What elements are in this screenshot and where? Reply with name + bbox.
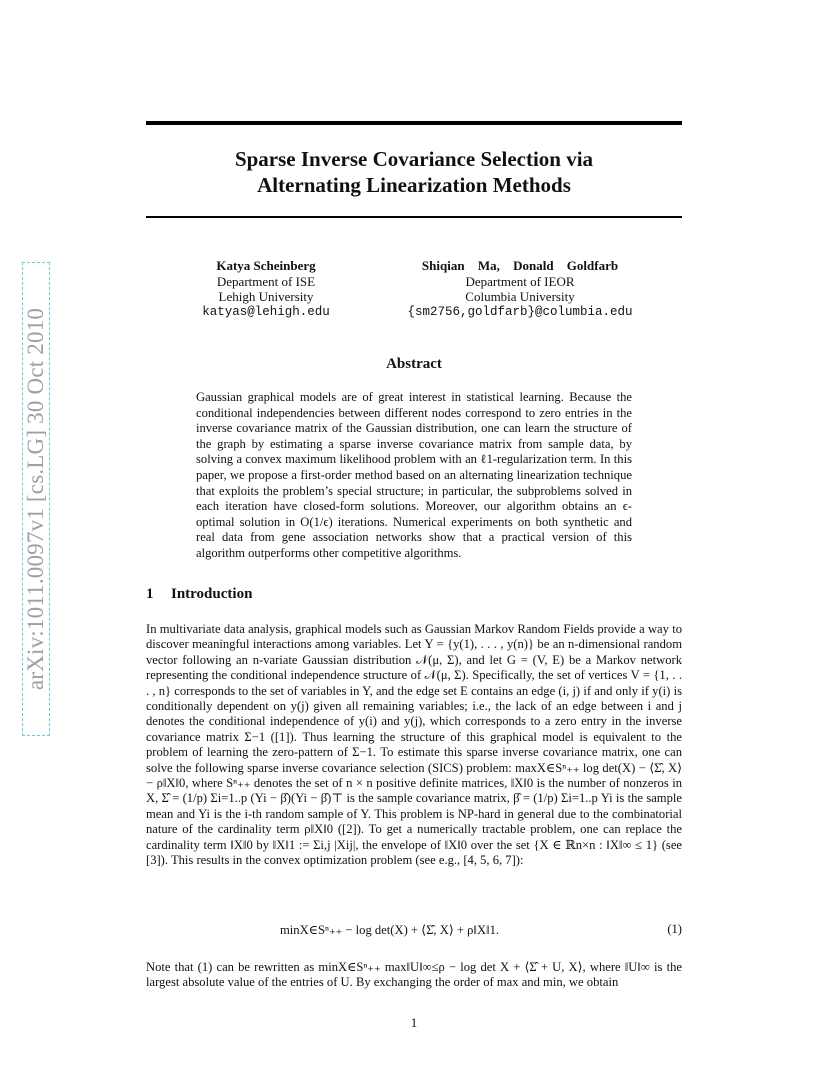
author-email: {sm2756,goldfarb}@columbia.edu: [407, 304, 633, 319]
intro-paragraph: In multivariate data analysis, graphical models such as Gaussian Markov Random Fields provide a way to discover meaningful interactions among variables. Let Y = {y(1), . . . , y(n)} be an n-dimensional random vector following an n-variate Gaussian distribution 𝒩(μ, Σ), and let G = (V, E) be a Markov network representing the conditional independence structure of 𝒩(μ, Σ). Specifically, the set of vertices V = {1, . . . , n} corresponds to the set of variables in Y, and the edge set E contains an edge (i, j) if and only if y(i) is conditionally dependent on y(j) given all remaining variables; i.e., the lack of an edge between i and j denotes the conditional independence of y(i) and y(j), which corresponds to a zero entry in the inverse covariance matrix Σ−1 ([1]). Thus learning the structure of this graphical model is equivalent to the problem of learning the zero-pattern of Σ−1. To estimate this sparse inverse covariance matrix, one can solve the following sparse inverse covariance selection (SICS) problem: maxX∈Sⁿ₊₊ log det(X) − ⟨Σ̂, X⟩ − ρ‖X‖0, where Sⁿ₊₊ denotes the set of n × n positive definite matrices, ‖X‖0 is the number of nonzeros in X, Σ̂ = (1/p) Σi=1..p (Yi − β̂)(Yi − β̂)⊤ is the sample covariance matrix, β̂ = (1/p) Σi=1..p Yi is the sample mean and Yi is the i-th random sample of Y. This problem is NP-hard in general due to the combinatorial nature of the cardinality term ρ‖X‖0 ([2]). To get a numerically tractable problem, one can replace the cardinality term ‖X‖0 by ‖X‖1 := Σi,j |Xij|, the envelope of ‖X‖0 over the set {X ∈ ℝn×n : ‖X‖∞ ≤ 1} (see [3]). This results in the convex optimization problem (see e.g., [4, 5, 6, 7]):: [146, 622, 682, 868]
author-block-2: [380, 258, 660, 320]
author-email: katyas@lehigh.edu: [202, 304, 330, 319]
abstract-heading: Abstract: [386, 356, 442, 372]
paper-title-line-1: Sparse Inverse Covariance Selection via: [234, 147, 594, 171]
author-block-1: [186, 258, 346, 320]
abstract-text: Gaussian graphical models are of great interest in statistical learning. Because the conditional independencies between different nodes correspond to zero entries in the inverse covariance matrix of the Gaussian distribution, one can learn the structure of the graph by estimating a sparse inverse covariance matrix from sample data, by solving a convex maximum likelihood problem with an ℓ1-regularization term. In this paper, we propose a first-order method based on an alternating linearization technique that exploits the problem’s special structure; in particular, the subproblems solved in each iteration have closed-form solutions. Moreover, our algorithm obtains an ϵ-optimal solution in O(1/ϵ) iterations. Numerical experiments on both synthetic and real data from gene association networks show that a practical version of this algorithm outperforms other competitive algorithms.: [196, 390, 632, 560]
arxiv-identifier: arXiv:1011.0097v1 [cs.LG] 30 Oct 2010: [23, 307, 48, 691]
post-equation-paragraph: Note that (1) can be rewritten as minX∈Sⁿ₊₊ max‖U‖∞≤ρ − log det X + ⟨Σ̂ + U, X⟩, where ‖U‖∞ is the largest absolute value of the entries of U. By exchanging the order of max and min, we obtain: [146, 960, 682, 990]
arxiv-sidebar-stamp: [22, 262, 50, 736]
paper-title-line-2: Alternating Linearization Methods: [257, 173, 571, 197]
author-department: Department of IEOR: [465, 273, 575, 289]
section-title: Introduction: [171, 586, 253, 602]
paper-title: [146, 146, 682, 198]
page-number: 1: [410, 1015, 418, 1030]
title-rule-bottom: [146, 216, 682, 218]
equation-1: [146, 920, 682, 950]
section-heading: [146, 586, 252, 603]
author-names: Shiqian Ma, Donald Goldfarb: [421, 258, 619, 273]
equation-body: minX∈Sⁿ₊₊ − log det(X) + ⟨Σ̂, X⟩ + ρ‖X‖1.: [280, 923, 500, 937]
equation-number: (1): [667, 922, 682, 936]
author-department: Department of ISE: [216, 273, 316, 289]
title-rule-top: [146, 121, 682, 125]
author-university: Columbia University: [465, 289, 575, 304]
author-name: Katya Scheinberg: [216, 258, 316, 273]
author-university: Lehigh University: [218, 289, 314, 304]
section-number: 1: [146, 586, 154, 602]
